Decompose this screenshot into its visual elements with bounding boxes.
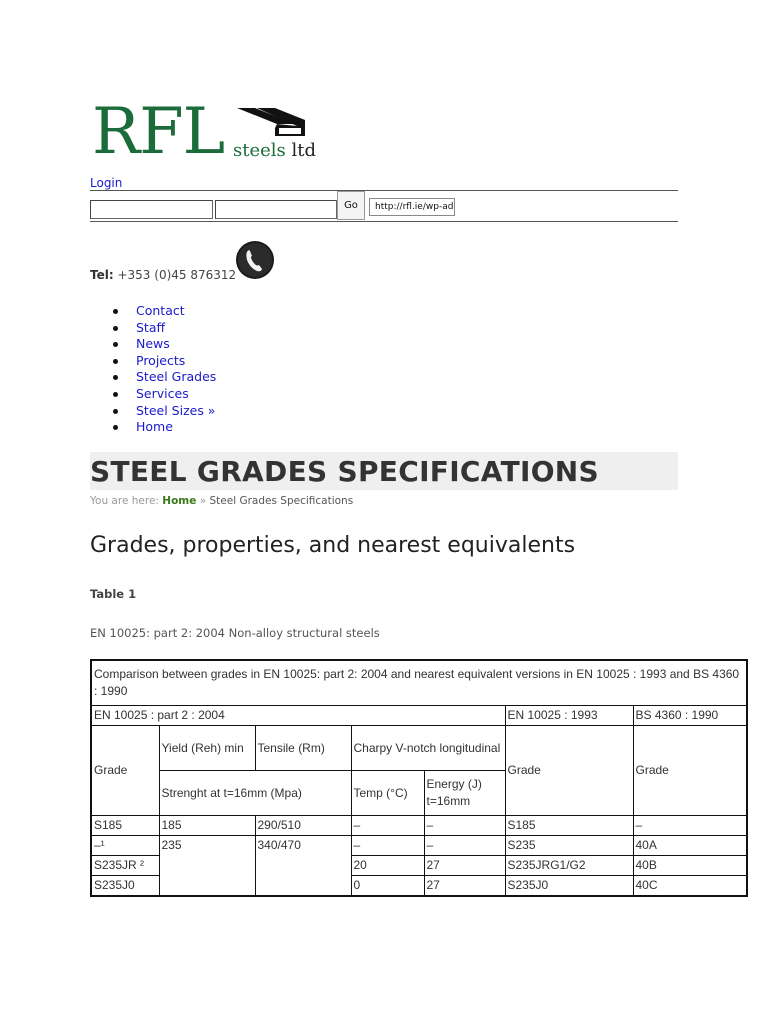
cell-bs: 40B (633, 856, 747, 876)
table-row (91, 836, 747, 856)
logo-subtitle (233, 140, 316, 161)
nav-item-services[interactable] (110, 386, 216, 403)
cell-temp: 20 (351, 856, 424, 876)
page-title: STEEL GRADES SPECIFICATIONS (90, 455, 599, 488)
bullet (113, 425, 118, 430)
breadcrumb-prefix: You are here: (90, 495, 159, 507)
cell-en1993: S235 (505, 836, 633, 856)
cell-yield: 235 (159, 836, 255, 897)
nav-label: Projects (136, 352, 186, 368)
bullet (113, 409, 118, 414)
main-nav (110, 303, 216, 436)
cell-grade: S235JR ² (91, 856, 159, 876)
cell-en1993: S235J0 (505, 876, 633, 897)
header-energy: Energy (J) t=16mm (424, 771, 505, 816)
cell-en1993: S185 (505, 816, 633, 836)
bullet (113, 392, 118, 397)
breadcrumb-home-link[interactable]: Home (162, 495, 197, 507)
section-heading: Grades, properties, and nearest equivalents (90, 533, 576, 558)
cell-bs: 40A (633, 836, 747, 856)
nav-item-staff[interactable] (110, 320, 216, 337)
nav-item-steel-grades[interactable] (110, 369, 216, 386)
nav-label: Services (136, 385, 189, 401)
header-bs4360: BS 4360 : 1990 (633, 706, 747, 726)
nav-item-projects[interactable] (110, 353, 216, 370)
header-tensile: Tensile (Rm) (255, 726, 351, 771)
phone-icon[interactable] (235, 240, 275, 280)
cell-energy: – (424, 816, 505, 836)
cell-temp: 0 (351, 876, 424, 897)
cell-energy: 27 (424, 876, 505, 897)
header-en2004: EN 10025 : part 2 : 2004 (91, 706, 505, 726)
nav-item-home[interactable] (110, 419, 216, 436)
login-form (90, 190, 678, 222)
nav-item-news[interactable] (110, 336, 216, 353)
header-grade-1993: Grade (505, 726, 633, 816)
url-field[interactable]: http://rfl.ie/wp-ad (369, 198, 455, 216)
cell-tensile: 290/510 (255, 816, 351, 836)
steel-grades-table (90, 659, 748, 897)
logo-sub-ltd: ltd (291, 140, 317, 161)
table-row (91, 726, 747, 771)
breadcrumb-separator: » (199, 495, 207, 507)
cell-tensile: 340/470 (255, 836, 351, 897)
table-row (91, 660, 747, 706)
header-strength: Strenght at t=16mm (Mpa) (159, 771, 351, 816)
cell-grade: –¹ (91, 836, 159, 856)
cell-grade: S235J0 (91, 876, 159, 897)
breadcrumb (90, 495, 353, 507)
table-caption: Comparison between grades in EN 10025: part 2: 2004 and nearest equivalent versions in EN 10025 : 1993 and BS 4360 : 1990 (91, 660, 747, 706)
nav-label: Steel Grades (136, 369, 217, 385)
go-button[interactable]: Go (337, 191, 365, 220)
bullet (113, 309, 118, 314)
logo-sub-steels: steels (233, 140, 286, 161)
telephone-line (90, 268, 236, 282)
header-grade: Grade (91, 726, 159, 816)
table-row (91, 706, 747, 726)
nav-label: News (136, 336, 170, 352)
nav-item-steel-sizes[interactable] (110, 403, 216, 420)
table-description: EN 10025: part 2: 2004 Non-alloy structural steels (90, 626, 380, 640)
tel-label: Tel: (90, 268, 114, 282)
login-link[interactable]: Login (90, 176, 123, 190)
nav-item-contact[interactable] (110, 303, 216, 320)
header-charpy: Charpy V-notch longitudinal (351, 726, 505, 771)
cell-bs: 40C (633, 876, 747, 897)
password-input[interactable] (215, 200, 337, 219)
nav-label: Home (136, 419, 173, 435)
username-input[interactable] (90, 200, 213, 219)
bullet (113, 342, 118, 347)
bullet (113, 359, 118, 364)
nav-label: Staff (136, 319, 166, 335)
cell-energy: 27 (424, 856, 505, 876)
cell-grade: S185 (91, 816, 159, 836)
bullet (113, 326, 118, 331)
nav-label: Steel Sizes » (136, 402, 216, 418)
nav-label: Contact (136, 303, 185, 318)
cell-bs: – (633, 816, 747, 836)
rfl-logo[interactable] (92, 95, 317, 169)
table-title: Table 1 (90, 587, 137, 601)
cell-temp: – (351, 816, 424, 836)
cell-energy: – (424, 836, 505, 856)
steel-beam-icon (235, 106, 307, 136)
bullet (113, 375, 118, 380)
cell-temp: – (351, 836, 424, 856)
header-yield: Yield (Reh) min (159, 726, 255, 771)
tel-number: +353 (0)45 876312 (117, 268, 237, 282)
header-temp: Temp (°C) (351, 771, 424, 816)
header-grade-bs: Grade (633, 726, 747, 816)
cell-en1993: S235JRG1/G2 (505, 856, 633, 876)
header-en1993: EN 10025 : 1993 (505, 706, 633, 726)
logo-wordmark: RFL (92, 95, 225, 169)
cell-yield: 185 (159, 816, 255, 836)
breadcrumb-current: Steel Grades Specifications (209, 495, 354, 507)
table-row (91, 816, 747, 836)
